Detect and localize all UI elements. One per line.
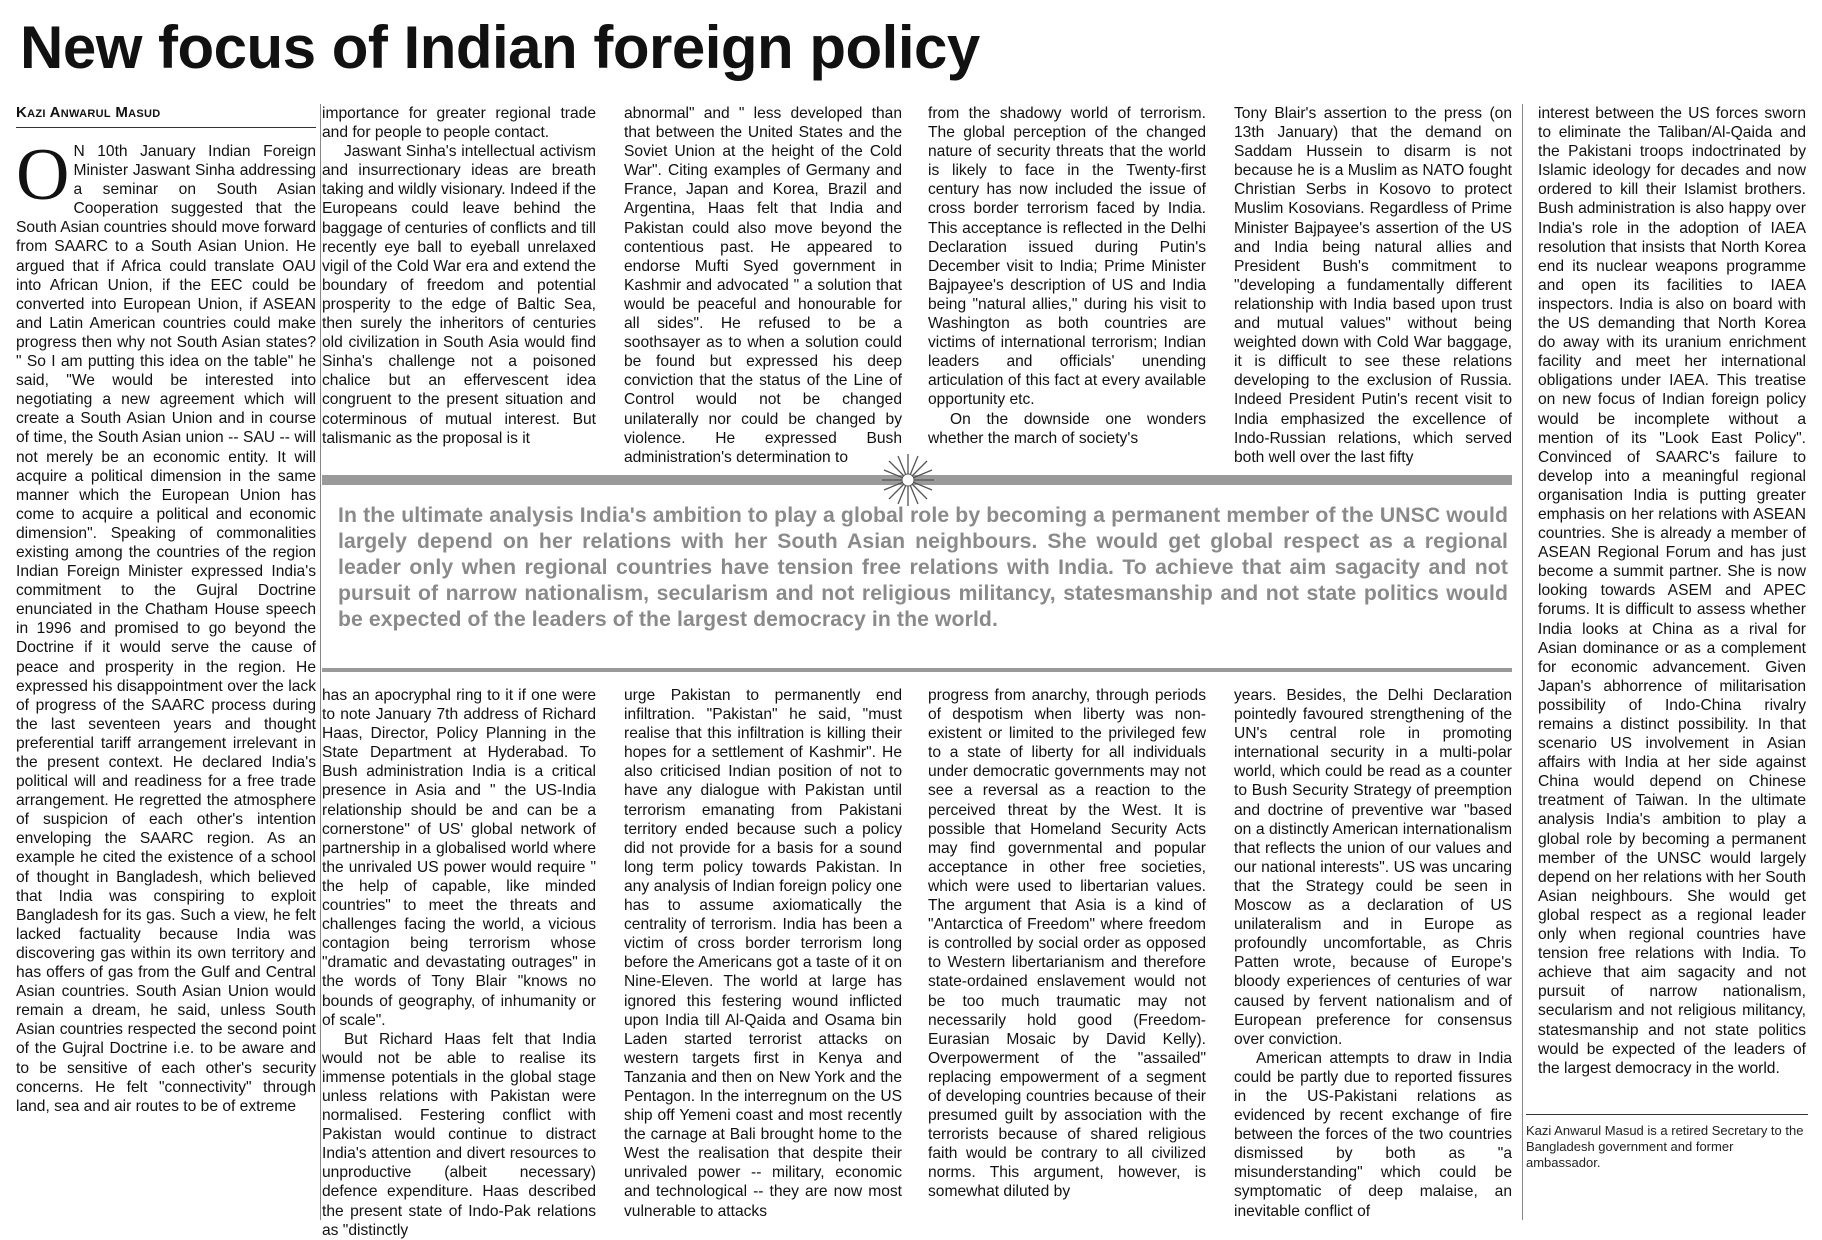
column-2-bottom <box>322 686 596 1239</box>
paragraph: abnormal" and " less developed than that between the United States and the Soviet Union at the height of the Cold War". Citing examples of Germany and France, Japan and Korea, Brazil and Argentina, Haas felt that India and Pakistan could also move beyond the contentious past. He appeared to endorse Mufti Syed government in Kashmir and advocated " a solution that would be peaceful and honourable for all sides". He refused to be a soothsayer as to when a solution could be found but expressed his deep conviction that the status of the Line of Control would not be changed unilaterally nor could be changed by violence. He expressed Bush administration's determination to <box>624 105 902 466</box>
column-6 <box>1538 104 1806 1104</box>
column-3-bottom <box>624 686 902 1220</box>
paragraph: has an apocryphal ring to it if one were to note January 7th address of Richard Haas, Director, Policy Planning in the State Department at Hyderabad. To Bush administration India is a critical presence in Asia and " the US-India relationship should be and can be a cornerstone" of US' global network of partnership in a globalised world where the unrivaled US power would require " the help of capable, like minded countries" to meet the threats and challenges facing the world, a vicious contagion being terrorism whose "dramatic and devastating outrages" in the words of Tony Blair "knows no bounds of geography, of inhumanity or of scale". <box>322 687 596 1029</box>
byline: Kazi Anwarul Masud <box>16 104 316 128</box>
paragraph: N 10th January Indian Foreign Minister Jaswant Sinha addressing a seminar on South Asian Cooperation suggested that the South Asian countries should move forward from SAARC to a South Asian Union. He argued that if Africa could translate OAU into African Union, if the EEC could be converted into European Union, if ASEAN and Latin American countries could make progress then why not South Asian states? " So I am putting this idea on the table" he said, "We would be interested into negotiating a new agreement which will create a South Asian Union and in course of time, the South Asian union -- SAU -- will not merely be an economic entity. It will acquire a political dimension in the same manner which the European Union has come to acquire a political and economic dimension". Speaking of commonalities existing among the countries of the region Indian Foreign Minister expressed India's commitment to the Gujral Doctrine enunciated in the Chatham House speech in 1996 and promised to go beyond the Doctrine if it would serve the cause of peace and prosperity in the region. He expressed his disappointment over the lack of progress of the SAARC process during the last seventeen years and thought preferential tariff arrangement irrelevant in the present context. He declared India's political will and readiness for a free trade arrangement. He regretted the atmosphere of suspicion of each other's intention enveloping the SAARC region. As an example he cited the existence of a school of thought in Bangladesh, which believed that India was conspiring to exploit Bangladesh for its gas. Such a view, he felt lacked factuality because India was discovering gas within its own territory and has offers of gas from the Gulf and Central Asian countries. South Asian Union would remain a dream, he said, unless South Asian countries respected the second point of the Gujral Doctrine i.e. to be aware and to be sensitive of each other's security concerns. He felt "connectivity" through land, sea and air routes to be of extreme <box>16 143 316 1115</box>
column-5-bottom <box>1234 686 1512 1220</box>
paragraph: urge Pakistan to permanently end infiltration. "Pakistan" he said, "must realise that this infiltration is killing their hopes for a settlement of Kashmir". He also criticised Indian position of not to have any dialogue with Pakistan until terrorism emanating from Pakistani territory ended because such a policy did not provide for a basis for a sound long term policy towards Pakistan. In any analysis of Indian foreign policy one has to assume axiomatically the centrality of terrorism. India has been a victim of cross border terrorism long before the Americans got a taste of it on Nine-Eleven. The world at large has ignored this festering wound inflicted upon India till Al-Qaida and Osama bin Laden started terrorist attacks on western targets first in Kenya and Tanzania and then on New York and the Pentagon. In the interregnum on the US ship off Yemeni coast and most recently the carnage at Bali brought home to the West the realisation that despite their unrivaled power -- military, economic and technological -- they are now most vulnerable to attacks <box>624 687 902 1220</box>
pull-quote-rule <box>322 668 1512 672</box>
paragraph: On the downside one wonders whether the march of society's <box>928 410 1206 447</box>
column-2-top <box>322 104 596 456</box>
paragraph: progress from anarchy, through periods of despotism when liberty was non-existent or limited to the privileged few to a state of liberty for all individuals under democratic governments may not see a reversal as a reaction to the perceived threat by the West. It is possible that Homeland Security Acts may find governmental and popular acceptance in other free societies, which were used to libertarian values. The argument that Asia is a kind of "Antarctica of Freedom" where freedom is controlled by social order as opposed to Western libertarianism and therefore state-ordained enslavement would not be too much traumatic may not necessarily hold good (Freedom- Eurasian Mosaic by David Kelly). Overpowerment of the "assailed" replacing empowerment of a segment of developing countries because of their presumed guilt by association with the terrorists because of shared religious faith would be contrary to all civilized norms. This argument, however, is somewhat diluted by <box>928 687 1206 1201</box>
paragraph: American attempts to draw in India could be partly due to reported fissures in the US-Pakistani relations as evidenced by recent exchange of fire between the forces of the two countries dismissed by both as "a misunderstanding" which could be symptomatic of deep malaise, an inevitable conflict of <box>1234 1049 1512 1220</box>
paragraph: Tony Blair's assertion to the press (on 13th January) that the demand on Saddam Hussein to disarm is not because he is a Muslim as NATO fought Christian Serbs in Kosovo to protect Muslim Kosovians. Regardless of Prime Minister Bajpayee's assertion of the US and India being natural allies and President Bush's commitment to "developing a fundamentally different relationship with India based upon trust and mutual values" without being weighted down with Cold War baggage, it is difficult to see these relations developing to the exclusion of Russia. Indeed President Putin's recent visit to India emphasized the excellence of Indo-Russian relations, which served both well over the last fifty <box>1234 105 1512 466</box>
column-1 <box>16 134 316 1220</box>
column-rule <box>1522 104 1523 1220</box>
column-5-top <box>1234 104 1512 466</box>
column-rule <box>320 104 321 1220</box>
paragraph: interest between the US forces sworn to eliminate the Taliban/Al-Qaida and the Pakistani troops indoctrinated by Islamic ideology for decades and now ordered to kill their Islamist brothers. Bush administration is also happy over India's role in the adoption of IAEA resolution that insists that North Korea end its nuclear weapons programme and open its facilities to IAEA inspectors. India is also on board with the US demanding that North Korea do away with its uranium enrichment facility and meet her international obligations under IAEA. This treatise on new focus of Indian foreign policy would be incomplete without a mention of its "Look East Policy". Convinced of SAARC's failure to develop into a meaningful regional organisation India is putting greater emphasis on her relations with ASEAN countries. She is already a member of ASEAN Regional Forum and has just become a summit partner. She is now looking towards ASEM and APEC forums. It is difficult to assess whether India looks at China as a rival for Asian dominance or as a complement for economic advancement. Given Japan's abhorrence of militarisation possibility of Indo-China rivalry remains a distinct possibility. In that scenario US involvement in Asian affairs with India at her side against China would depend on Chinese treatment of Taiwan. In the ultimate analysis India's ambition to play a global role by becoming a permanent member of the UNSC would largely depend on her relations with her South Asian neighbours. She would get global respect as a regional leader only when regional countries have tension free relations with India. To achieve that aim sagacity and not pursuit of narrow nationalism, secularism and not religious militancy, statesmanship and not state politics would be expected of the leaders of the largest democracy in the world. <box>1538 105 1806 1077</box>
pull-quote: In the ultimate analysis India's ambition to play a global role by becoming a permanent member of the UNSC would largely depend on her relations with her South Asian neighbours. She would get global respect as a regional leader only when regional countries have tension free relations with India. To achieve that aim sagacity and not pursuit of narrow nationalism, secularism and not religious militancy, statesmanship and not state politics would be expected of the leaders of the largest democracy in the world. <box>338 504 1508 631</box>
paragraph: But Richard Haas felt that India would not be able to realise its immense potentials in the global stage unless relations with Pakistan were normalised. Festering conflict with Pakistan would continue to distract India's attention and divert resources to unproductive (albeit necessary) defence expenditure. Haas described the present state of Indo-Pak relations as "distinctly <box>322 1030 596 1239</box>
paragraph: from the shadowy world of terrorism. The global perception of the changed nature of security threats that the world is likely to face in the Twenty-first century has now included the issue of cross border terrorism faced by India. This acceptance is reflected in the Delhi Declaration issued during Putin's December visit to India; Prime Minister Bajpayee's description of US and India being "natural allies," during his visit to Washington as both countries are victims of international terrorism; Indian leaders and officials' unending articulation of this fact at every available opportunity etc. <box>928 105 1206 409</box>
headline: New focus of Indian foreign policy <box>20 14 980 81</box>
author-note: Kazi Anwarul Masud is a retired Secretary to the Bangladesh government and former ambassador. <box>1526 1114 1808 1171</box>
column-4-top <box>928 104 1206 456</box>
starburst-icon <box>880 452 936 508</box>
column-4-bottom <box>928 686 1206 1220</box>
paragraph: importance for greater regional trade and for people to people contact. <box>322 105 596 142</box>
paragraph: Jaswant Sinha's intellectual activism and insurrectionary ideas are breath taking and wildly visionary. Indeed if the Europeans could leave behind the baggage of centuries of conflicts and till recently eye ball to eyeball unrelaxed vigil of the Cold War era and extend the boundary of freedom and potential prosperity to the edge of Baltic Sea, then surely the inheritors of centuries old civilization in South Asia would find Sinha's challenge not a poisoned chalice but an effervescent idea congruent to the present situation and coterminous of mutual interest. But talismanic as the proposal is it <box>322 143 596 447</box>
paragraph: years. Besides, the Delhi Declaration pointedly favoured strengthening of the UN's central role in promoting international security in a multi-polar world, which could be read as a counter to Bush Security Strategy of preemption and doctrine of preventive war "based on a distinctly American internationalism that reflects the union of our values and our national interests". US was uncaring that the Strategy could be seen in Moscow as a declaration of US unilateralism and in Europe as profoundly uncomfortable, as Chris Patten wrote, because of Europe's bloody experiences of centuries of war caused by fervent nationalism and of European preference for consensus over conviction. <box>1234 687 1512 1048</box>
column-3-top <box>624 104 902 466</box>
drop-cap: O <box>16 134 70 216</box>
